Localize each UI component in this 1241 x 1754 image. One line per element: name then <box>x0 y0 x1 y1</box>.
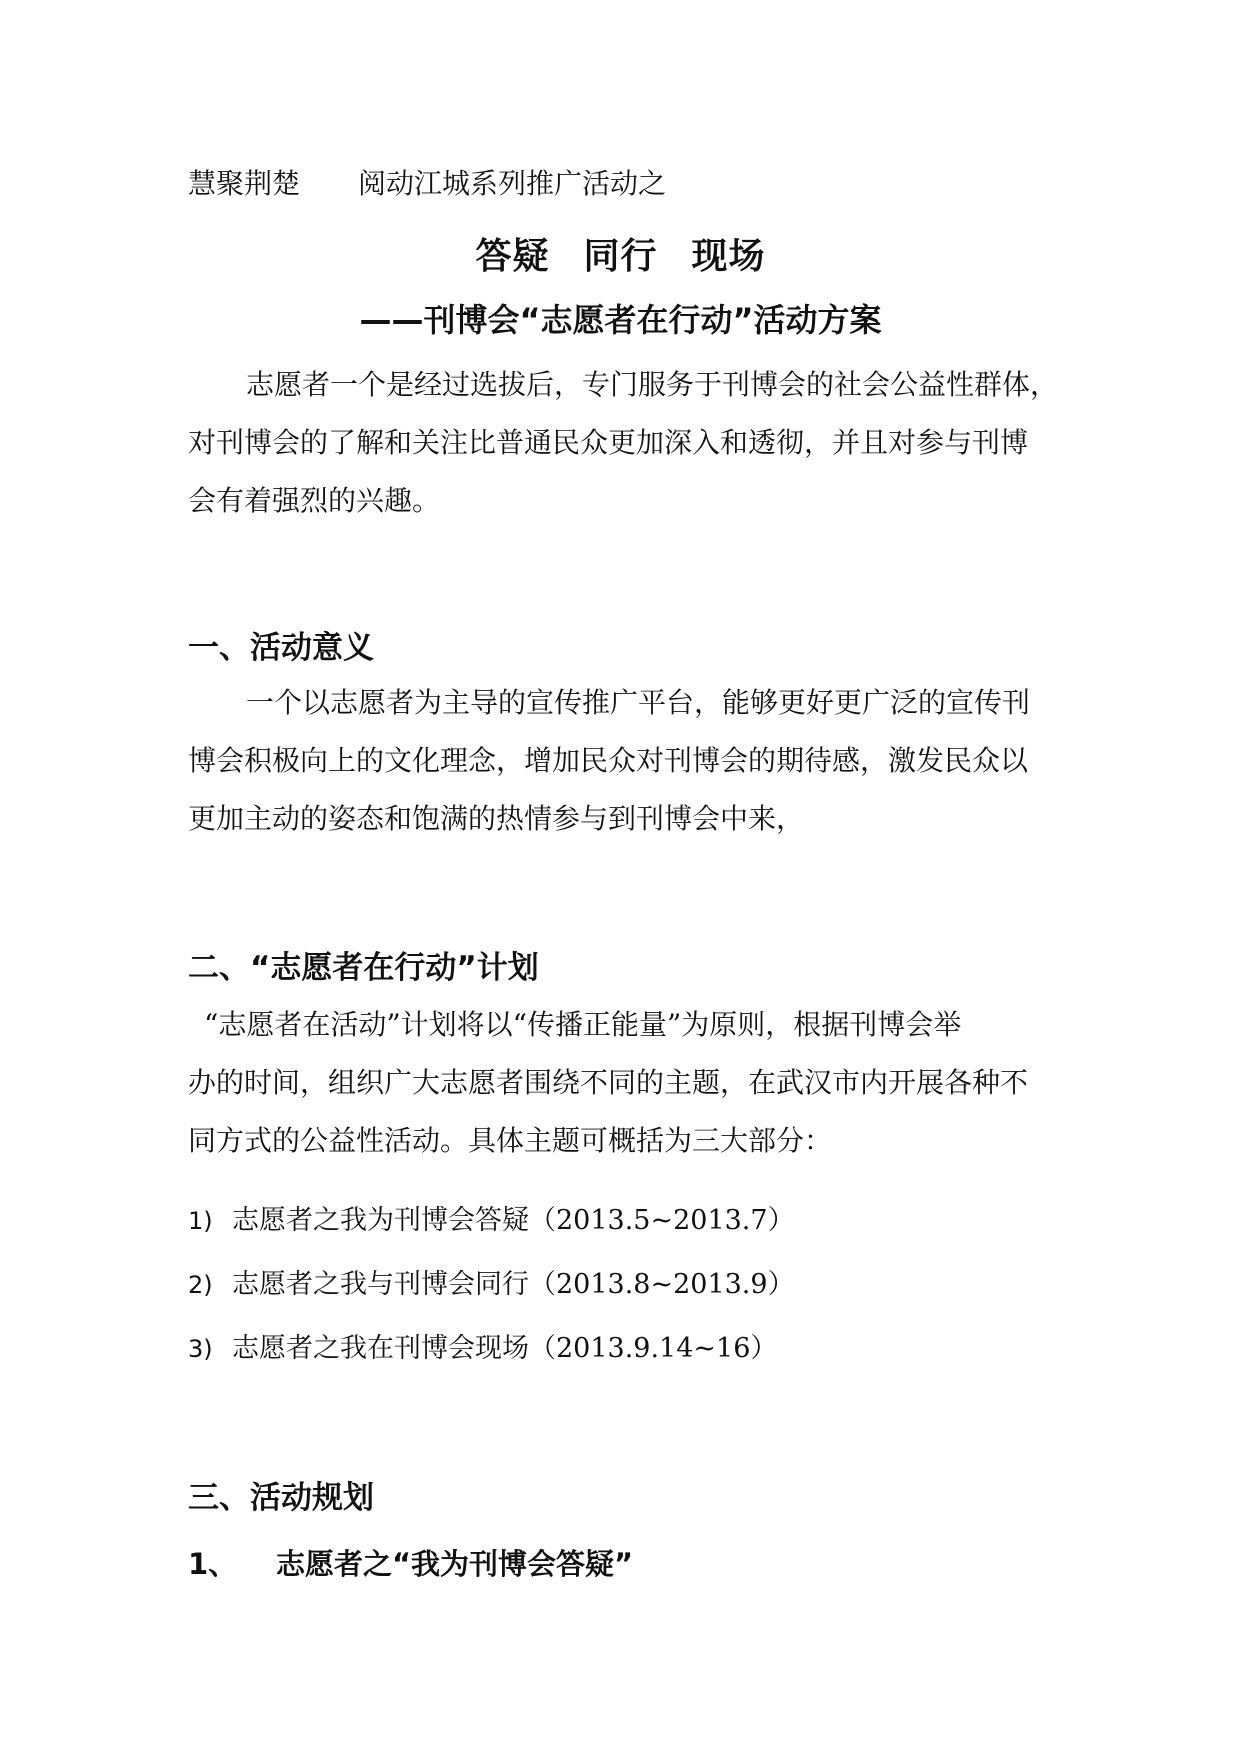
section-2-line-2: 办的时间，组织广大志愿者围绕不同的主题，在武汉市内开展各种不 <box>188 1066 1029 1099</box>
section-1-heading: 一、活动意义 <box>188 630 374 666</box>
list-item-text: 志愿者之我与刊博会同行（2013.8~2013.9） <box>232 1269 795 1300</box>
intro-line-3: 会有着强烈的兴趣。 <box>188 484 441 517</box>
section-3-heading: 三、活动规划 <box>188 1480 374 1516</box>
kicker-left: 慧聚荆楚 <box>188 167 301 200</box>
section-2-line-3: 同方式的公益性活动。具体主题可概括为三大部分： <box>188 1124 833 1157</box>
list-item-text: 志愿者之我在刊博会现场（2013.9.14~16） <box>232 1333 778 1364</box>
section-1-line-2: 博会积极向上的文化理念，增加民众对刊博会的期待感，激发民众以 <box>188 744 1029 777</box>
list-item-text: 志愿者之我为刊博会答疑（2013.5~2013.7） <box>232 1205 795 1236</box>
list-item <box>188 1262 795 1301</box>
section-1-line-1: 一个以志愿者为主导的宣传推广平台，能够更好更广泛的宣传刊 <box>246 686 1031 719</box>
list-item <box>188 1326 777 1365</box>
subheading-text: 志愿者之“我为刊博会答疑” <box>276 1547 634 1581</box>
intro-line-1: 志愿者一个是经过选拔后，专门服务于刊博会的社会公益性群体， <box>246 368 1059 401</box>
document-subtitle: ——刊博会“志愿者在行动”活动方案 <box>359 301 882 339</box>
list-item-number: 1) <box>188 1207 213 1235</box>
title-part-1: 答疑 <box>475 236 550 277</box>
list-item-number: 2) <box>188 1271 213 1299</box>
document-title <box>0 228 1241 279</box>
document-kicker <box>188 162 666 202</box>
title-part-2: 同行 <box>583 236 658 277</box>
section-1-line-3: 更加主动的姿态和饱满的热情参与到刊博会中来， <box>188 802 805 835</box>
section-2-heading: 二、“志愿者在行动”计划 <box>188 950 539 986</box>
list-item-number: 3) <box>188 1335 213 1363</box>
intro-line-2: 对刊博会的了解和关注比普通民众更加深入和透彻，并且对参与刊博 <box>188 426 1029 459</box>
section-2-line-1: “志愿者在活动”计划将以“传播正能量”为原则，根据刊博会举 <box>204 1008 962 1041</box>
kicker-right: 阅动江城系列推广活动之 <box>358 167 667 200</box>
subheading-number: 1、 <box>188 1547 238 1581</box>
title-part-3: 现场 <box>691 236 766 277</box>
list-item <box>188 1198 795 1237</box>
section-3-subheading <box>188 1542 633 1583</box>
